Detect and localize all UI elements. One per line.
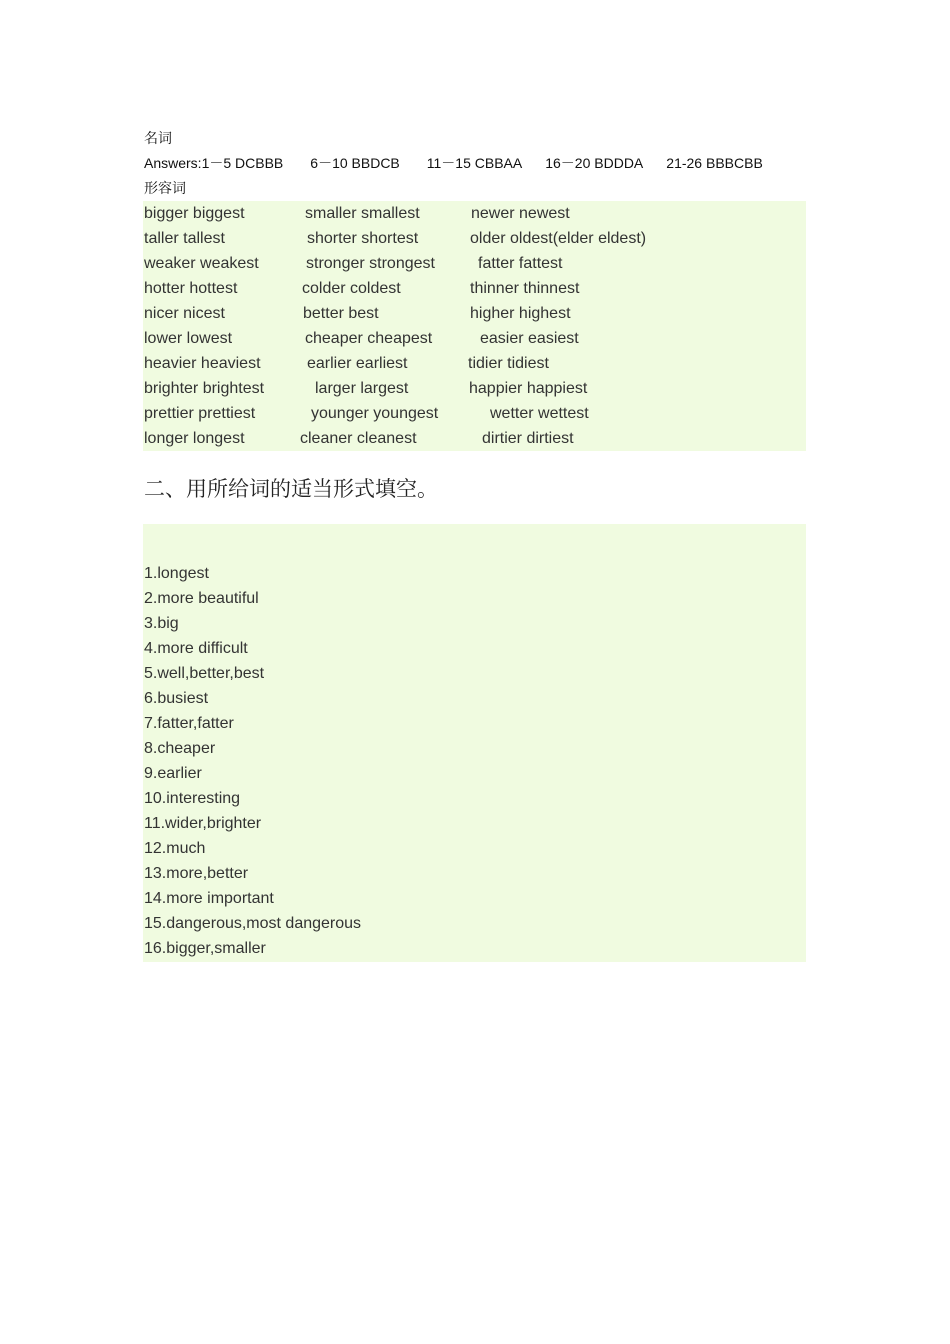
noun-heading: 名词 (144, 130, 172, 146)
adjective-row (144, 401, 806, 426)
adjective-row (144, 426, 806, 451)
adjective-row (144, 276, 806, 301)
fill-answer-item: 13.more,better (144, 865, 249, 882)
adjective-pair: larger largest (315, 380, 409, 397)
fill-answer-item: 12.much (144, 840, 206, 857)
answers-1-5: Answers:1－5 DCBBB (144, 155, 284, 171)
adjective-pair: cheaper cheapest (305, 330, 433, 347)
adjective-pair: dirtier dirtiest (482, 430, 574, 447)
fill-answer-item: 2.more beautiful (144, 590, 259, 607)
adjective-pair: lower lowest (144, 330, 233, 347)
fill-answer-item: 6.busiest (144, 690, 209, 707)
adjective-row (144, 201, 806, 226)
fill-answer-item: 1.longest (144, 565, 209, 582)
adjective-pair: weaker weakest (144, 255, 259, 272)
adjective-pair: earlier earliest (307, 355, 408, 372)
fill-in-answers (143, 524, 806, 962)
adjective-pair: happier happiest (469, 380, 588, 397)
fill-answer-item: 10.interesting (144, 790, 241, 807)
adjective-table (143, 201, 806, 451)
adjective-pair: easier easiest (480, 330, 579, 347)
adjective-row (144, 251, 806, 276)
fill-answer-item: 9.earlier (144, 765, 202, 782)
adjective-pair: heavier heaviest (144, 355, 261, 372)
adjective-pair: wetter wettest (490, 405, 589, 422)
fill-answer-item: 8.cheaper (144, 740, 216, 757)
adjective-pair: tidier tidiest (468, 355, 549, 372)
fill-answer-item: 7.fatter,fatter (144, 715, 234, 732)
adjective-pair: bigger biggest (144, 205, 245, 222)
adjective-row (144, 376, 806, 401)
adjective-pair: colder coldest (302, 280, 401, 297)
adjective-pair: better best (303, 305, 379, 322)
adjective-pair: longer longest (144, 430, 245, 447)
fill-answer-item: 15.dangerous,most dangerous (144, 915, 362, 932)
fill-answer-item: 14.more important (144, 890, 274, 907)
adjective-pair: younger youngest (311, 405, 439, 422)
adjective-pair: higher highest (470, 305, 571, 322)
adjective-pair: prettier prettiest (144, 405, 256, 422)
adjective-pair: stronger strongest (306, 255, 435, 272)
adjective-pair: cleaner cleanest (300, 430, 417, 447)
adjective-pair: fatter fattest (478, 255, 563, 272)
adjective-row (144, 326, 806, 351)
adjective-pair: brighter brightest (144, 380, 265, 397)
fill-answer-item: 3.big (144, 615, 179, 632)
fill-answer-item: 5.well,better,best (144, 665, 265, 682)
adjective-pair: older oldest(elder eldest) (470, 230, 647, 247)
adjective-row (144, 351, 806, 376)
adjective-heading: 形容词 (144, 180, 186, 196)
adjective-pair: nicer nicest (144, 305, 225, 322)
document-page (144, 126, 806, 962)
answers-16-20: 16－20 BDDDA (545, 155, 644, 171)
noun-answers-line (144, 151, 806, 176)
adjective-pair: shorter shortest (307, 230, 419, 247)
answers-6-10: 6－10 BBDCB (310, 155, 400, 171)
adjective-row (144, 301, 806, 326)
fill-answer-item: 4.more difficult (144, 640, 248, 657)
answers-11-15: 11－15 CBBAA (426, 155, 523, 171)
adjective-pair: smaller smallest (305, 205, 420, 222)
fill-answer-item: 11.wider,brighter (144, 815, 262, 832)
adjective-pair: hotter hottest (144, 280, 238, 297)
adjective-pair: newer newest (471, 205, 570, 222)
adjective-pair: thinner thinnest (470, 280, 580, 297)
answers-21-26: 21-26 BBBCBB (666, 155, 763, 171)
fill-answer-item: 16.bigger,smaller (144, 940, 266, 957)
adjective-pair: taller tallest (144, 230, 225, 247)
section-2-heading: 二、用所给词的适当形式填空。 (144, 477, 438, 501)
adjective-row (144, 226, 806, 251)
